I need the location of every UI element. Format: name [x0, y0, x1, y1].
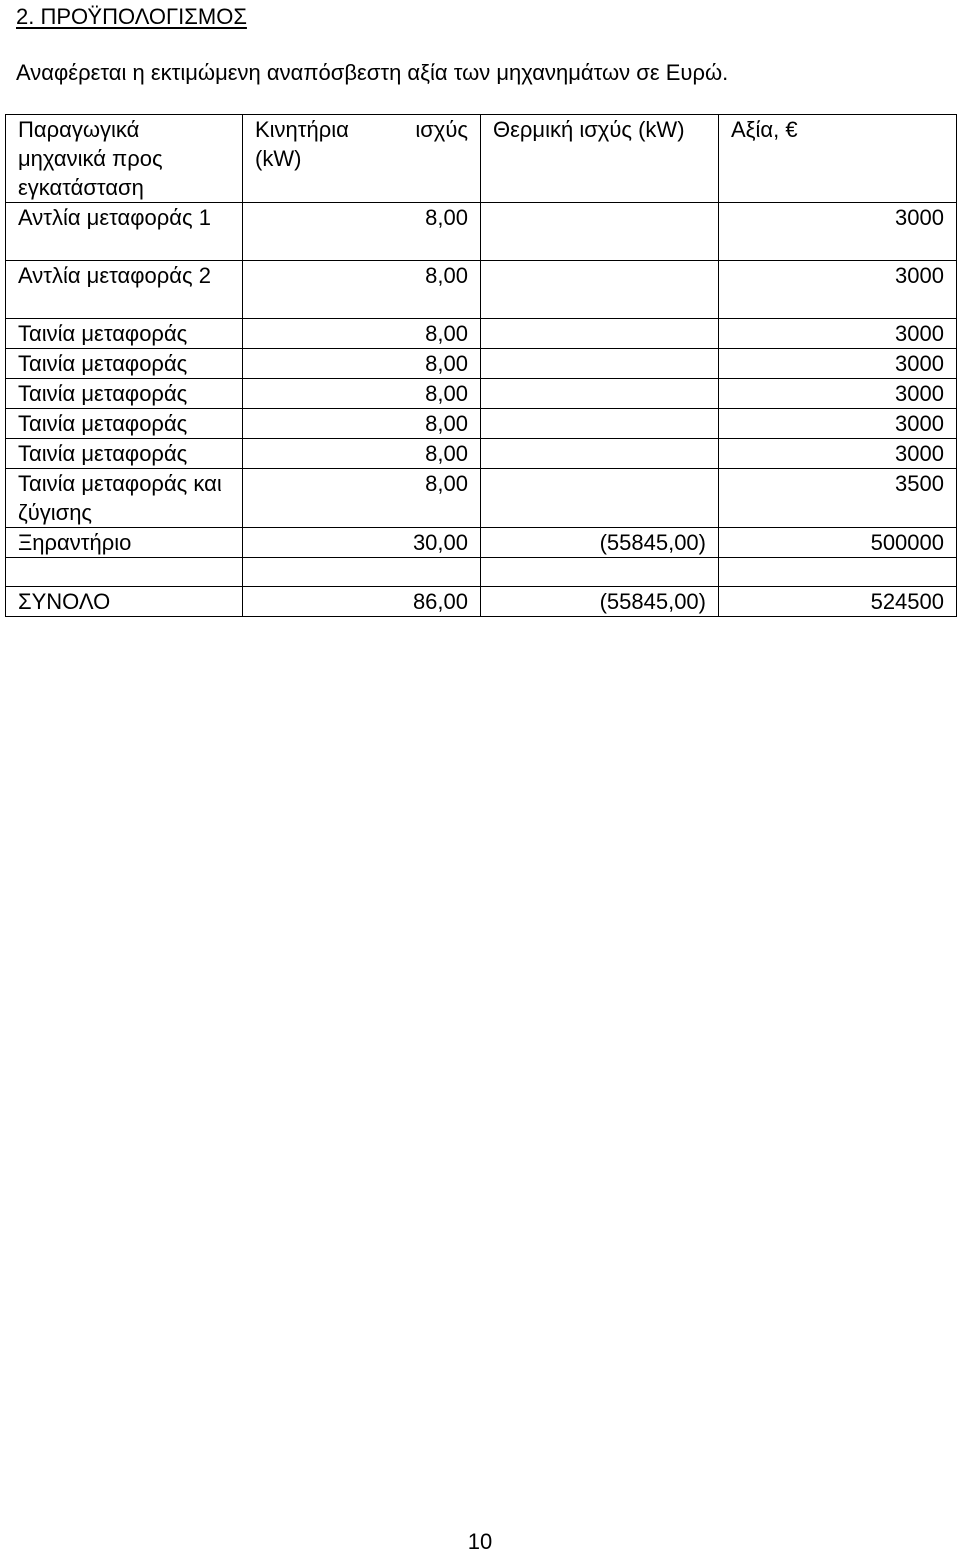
row-value: 3000	[719, 319, 957, 349]
table-empty-row	[6, 558, 957, 587]
row-value: 3000	[719, 261, 957, 319]
row-value: 500000	[719, 528, 957, 558]
header-thermal-power: Θερμική ισχύς (kW)	[481, 115, 719, 203]
row-motor-power: 30,00	[243, 528, 481, 558]
row-value: 3000	[719, 409, 957, 439]
row-motor-power: 8,00	[243, 349, 481, 379]
header-motor-power	[243, 115, 481, 203]
row-thermal-power	[481, 469, 719, 528]
table-row	[6, 319, 957, 349]
row-thermal-power	[481, 203, 719, 261]
empty-cell	[6, 558, 243, 587]
row-name: Ταινία μεταφοράς	[6, 409, 243, 439]
row-name: Ξηραντήριο	[6, 528, 243, 558]
total-value: 524500	[719, 587, 957, 617]
row-thermal-power	[481, 439, 719, 469]
row-thermal-power	[481, 349, 719, 379]
row-value: 3000	[719, 349, 957, 379]
page-number: 10	[467, 1529, 493, 1554]
row-thermal-power: (55845,00)	[481, 528, 719, 558]
row-value: 3500	[719, 469, 957, 528]
budget-table	[5, 114, 957, 617]
table-row	[6, 469, 957, 528]
row-value: 3000	[719, 203, 957, 261]
row-thermal-power	[481, 261, 719, 319]
intro-text: Αναφέρεται η εκτιμώμενη αναπόσβεστη αξία των μηχανημάτων σε Ευρώ.	[16, 60, 729, 85]
table-row	[6, 379, 957, 409]
table-row	[6, 203, 957, 261]
header-motor-power-word1: Κινητήρια	[255, 117, 349, 142]
total-label: ΣΥΝΟΛΟ	[6, 587, 243, 617]
row-motor-power: 8,00	[243, 379, 481, 409]
row-name: Ταινία μεταφοράς	[6, 439, 243, 469]
row-value: 3000	[719, 379, 957, 409]
table-row	[6, 409, 957, 439]
total-motor-power: 86,00	[243, 587, 481, 617]
section-heading: 2. ΠΡΟΫΠΟΛΟΓΙΣΜΟΣ	[16, 4, 247, 29]
total-thermal-power: (55845,00)	[481, 587, 719, 617]
row-name: Ταινία μεταφοράς	[6, 379, 243, 409]
row-motor-power: 8,00	[243, 319, 481, 349]
row-thermal-power	[481, 409, 719, 439]
empty-cell	[481, 558, 719, 587]
table-total-row	[6, 587, 957, 617]
row-name: Αντλία μεταφοράς 2	[6, 261, 243, 319]
table-header-row	[6, 115, 957, 203]
row-motor-power: 8,00	[243, 409, 481, 439]
table-row	[6, 528, 957, 558]
row-motor-power: 8,00	[243, 469, 481, 528]
row-motor-power: 8,00	[243, 261, 481, 319]
row-name: Ταινία μεταφοράς και ζύγισης	[6, 469, 243, 528]
row-thermal-power	[481, 319, 719, 349]
table-row	[6, 261, 957, 319]
row-name: Ταινία μεταφοράς	[6, 319, 243, 349]
empty-cell	[719, 558, 957, 587]
row-value: 3000	[719, 439, 957, 469]
header-motor-power-word2: ισχύς	[415, 117, 468, 142]
row-name: Ταινία μεταφοράς	[6, 349, 243, 379]
table-row	[6, 439, 957, 469]
empty-cell	[243, 558, 481, 587]
header-equipment: Παραγωγικά μηχανικά προς εγκατάσταση	[6, 115, 243, 203]
row-motor-power: 8,00	[243, 439, 481, 469]
table-row	[6, 349, 957, 379]
row-motor-power: 8,00	[243, 203, 481, 261]
header-value: Αξία, €	[719, 115, 957, 203]
header-motor-power-unit: (kW)	[255, 146, 302, 171]
row-name: Αντλία μεταφοράς 1	[6, 203, 243, 261]
row-thermal-power	[481, 379, 719, 409]
